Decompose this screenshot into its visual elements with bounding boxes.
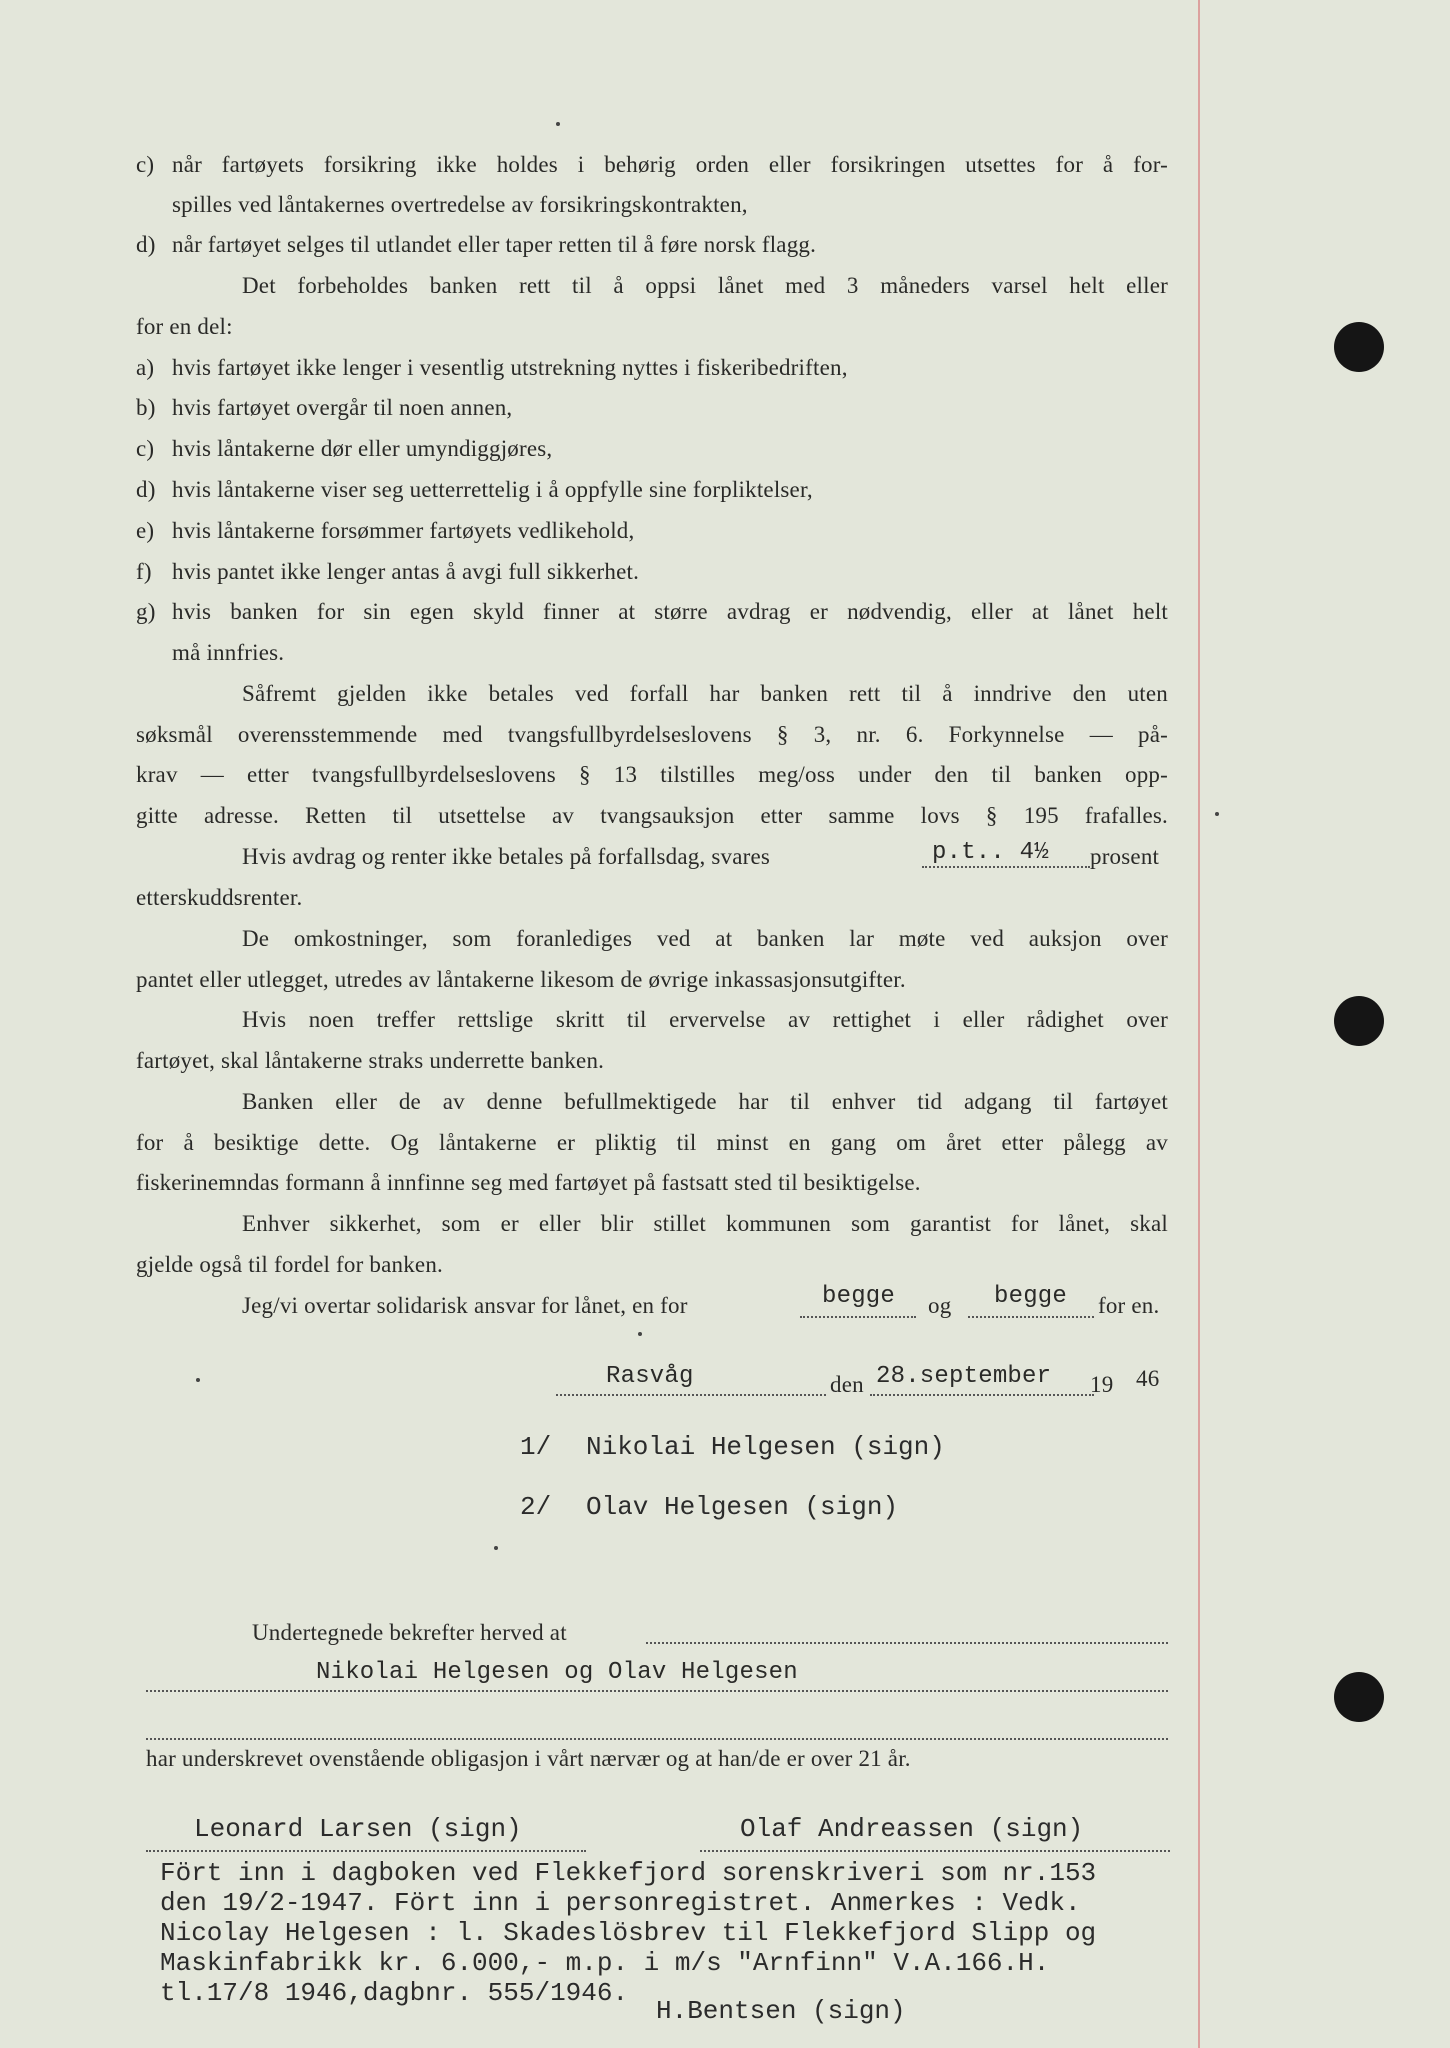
paragraph-line: krav — etter tvangsfullbyrdelseslovens § 13 tilstilles meg/oss under den til banken opp- [136, 762, 1168, 787]
paragraph-line: for å besiktige dette. Og låntakerne er pliktig til minst en gang om året etter pålegg av [136, 1130, 1168, 1155]
paragraph-line: Det forbeholdes banken rett til å oppsi lånet med 3 måneders varsel helt eller [242, 273, 1168, 298]
witness-signature: Olaf Andreassen (sign) [740, 1814, 1084, 1844]
ink-speck [1215, 812, 1219, 816]
interest-rate: p.t.. 4½ [932, 839, 1049, 866]
registration-line: Nicolay Helgesen : l. Skadeslösbrev til Flekkefjord Slipp og [160, 1918, 1097, 1948]
red-margin-line [1198, 0, 1200, 2048]
registration-line: tl.17/8 1946,dagbnr. 555/1946. [160, 1978, 629, 2008]
clause-letter: e) [136, 518, 155, 543]
clause-text: når fartøyets forsikring ikke holdes i behørig orden eller forsikringen utsettes for å for- [172, 152, 1168, 177]
clause-text: hvis fartøyet overgår til noen annen, [172, 395, 513, 420]
registration-line: den 19/2-1947. Fört inn i personregistret. Anmerkes : Vedk. [160, 1888, 1081, 1918]
registration-line: Fört inn i dagboken ved Flekkefjord sorenskriveri som nr.153 [160, 1858, 1097, 1888]
paragraph-line: Såfremt gjelden ikke betales ved forfall har banken rett til å inndrive den uten [242, 681, 1168, 706]
paragraph-line: gitte adresse. Retten til utsettelse av tvangsauksjon etter samme lovs § 195 frafalles. [136, 803, 1168, 828]
witness-signature: Leonard Larsen (sign) [194, 1814, 522, 1844]
ink-speck [638, 1332, 642, 1336]
paragraph-line: gjelde også til fordel for banken. [136, 1252, 443, 1277]
paragraph-line: pantet eller utlegget, utredes av låntakerne likesom de øvrige inkassasjonsutgifter. [136, 967, 906, 992]
paragraph-line: for en. [1098, 1293, 1160, 1318]
clause-letter: d) [136, 232, 156, 257]
clause-letter: b) [136, 395, 156, 420]
year-prefix: 19 [1090, 1372, 1114, 1397]
paragraph-line: fartøyet, skal låntakerne straks underrette banken. [136, 1048, 605, 1073]
ink-speck [196, 1378, 200, 1382]
clause-text: hvis banken for sin egen skyld finner at større avdrag er nødvendig, eller at lånet helt [172, 599, 1168, 624]
witness-statement: har underskrevet ovenstående obligasjon i vårt nærvær og at han/de er over 21 år. [146, 1746, 911, 1771]
fill-in-dots [800, 1316, 916, 1318]
fill-in-dots [968, 1316, 1094, 1318]
witness-names: Nikolai Helgesen og Olav Helgesen [316, 1659, 798, 1686]
paragraph-line: for en del: [136, 314, 233, 339]
paragraph-line: fiskerinemndas formann å innfinne seg med fartøyet på fastsatt sted til besiktigelse. [136, 1170, 921, 1195]
signature-name: Nikolai Helgesen (sign) [586, 1432, 945, 1462]
clause-text: når fartøyet selges til utlandet eller taper retten til å føre norsk flagg. [172, 232, 817, 257]
place: Rasvåg [606, 1363, 694, 1390]
paragraph-line: Enhver sikkerhet, som er eller blir stillet kommunen som garantist for lånet, skal [242, 1211, 1168, 1236]
clause-letter: a) [136, 355, 155, 380]
paragraph-line: De omkostninger, som foranlediges ved at banken lar møte ved auksjon over [242, 926, 1168, 951]
witness-intro: Undertegnede bekrefter herved at [252, 1620, 567, 1645]
paragraph-line: Hvis noen treffer rettslige skritt til ervervelse av rettighet i eller rådighet over [242, 1007, 1168, 1032]
fill-in-dots [870, 1394, 1094, 1396]
signature-number: 2/ [520, 1492, 552, 1522]
paragraph-line: den [830, 1372, 864, 1397]
fill-in-value: begge [822, 1283, 896, 1310]
paragraph-line: Jeg/vi overtar solidarisk ansvar for lånet, en for [242, 1293, 688, 1318]
clause-text: må innfries. [172, 640, 285, 665]
date: 28.september [876, 1363, 1052, 1390]
clause-letter: c) [136, 152, 155, 177]
paragraph-line: Hvis avdrag og renter ikke betales på forfallsdag, svares [242, 844, 771, 869]
fill-in-dots [146, 1690, 1168, 1692]
fill-in-dots [146, 1738, 1168, 1740]
clause-text: spilles ved låntakernes overtredelse av forsikringskontrakten, [172, 192, 748, 217]
ink-speck [494, 1546, 498, 1550]
fill-in-dots [556, 1394, 826, 1396]
punch-hole-middle [1334, 996, 1384, 1046]
paragraph-line: etterskuddsrenter. [136, 885, 303, 910]
signature-dots [146, 1850, 586, 1852]
clause-text: hvis låntakerne viser seg uetterrettelig i å oppfylle sine forpliktelser, [172, 477, 813, 502]
ink-speck [556, 122, 560, 126]
signature-number: 1/ [520, 1432, 552, 1462]
clause-text: hvis pantet ikke lenger antas å avgi full sikkerhet. [172, 559, 640, 584]
clause-text: hvis fartøyet ikke lenger i vesentlig utstrekning nyttes i fiskeribedriften, [172, 355, 848, 380]
registration-line: Maskinfabrikk kr. 6.000,- m.p. i m/s "Arnfinn" V.A.166.H. [160, 1948, 1050, 1978]
clause-text: hvis låntakerne dør eller umyndiggjøres, [172, 436, 553, 461]
signature-name: Olav Helgesen (sign) [586, 1492, 899, 1522]
clause-letter: f) [136, 559, 152, 584]
punch-hole-bottom [1334, 1672, 1384, 1722]
paragraph-line: prosent [1090, 844, 1160, 869]
punch-hole-top [1334, 322, 1384, 372]
year-suffix: 46 [1136, 1366, 1160, 1391]
paragraph-line: søksmål overensstemmende med tvangsfullbyrdelseslovens § 3, nr. 6. Forkynnelse — på- [136, 722, 1168, 747]
fill-in-dots [646, 1642, 1168, 1644]
paragraph-line: og [928, 1293, 952, 1318]
clause-text: hvis låntakerne forsømmer fartøyets vedlikehold, [172, 518, 635, 543]
signature-dots [700, 1850, 1170, 1852]
clause-letter: g) [136, 599, 156, 624]
registrar-signature: H.Bentsen (sign) [656, 1996, 906, 2026]
fill-in-value: begge [994, 1283, 1068, 1310]
paragraph-line: Banken eller de av denne befullmektigede har til enhver tid adgang til fartøyet [242, 1089, 1168, 1114]
clause-letter: c) [136, 436, 155, 461]
clause-letter: d) [136, 477, 156, 502]
